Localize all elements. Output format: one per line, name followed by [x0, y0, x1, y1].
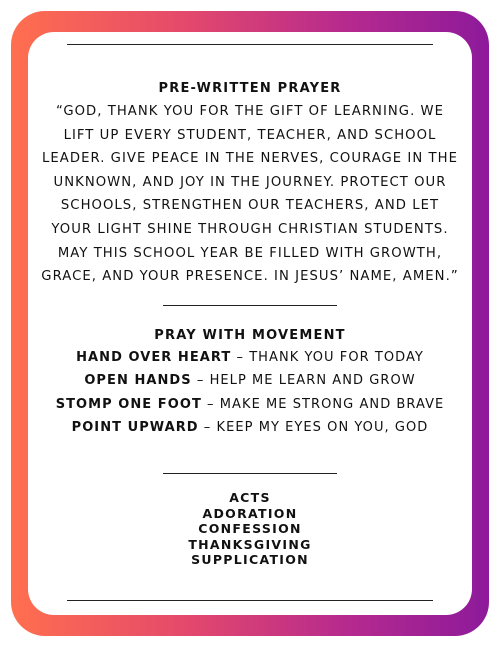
acts-item: THANKSGIVING: [188, 536, 312, 552]
acts-item: CONFESSION: [198, 521, 302, 536]
prayer-line: LEADER. GIVE PEACE IN THE NERVES, COURAGE IN THE: [42, 151, 458, 167]
section-divider: [163, 305, 337, 306]
movement-item: [28, 416, 472, 439]
prayer-line: “GOD, THANK YOU FOR THE GIFT OF LEARNING. WE: [55, 104, 445, 119]
acts-item: ADORATION: [202, 505, 298, 521]
prayer-line: YOUR LIGHT SHINE THROUGH CHRISTIAN STUDENTS.: [51, 221, 449, 237]
section-divider: [163, 473, 337, 474]
movement-list: [28, 346, 472, 439]
movement-item: [28, 346, 472, 369]
acts-item: ACTS: [229, 490, 271, 505]
movement-meaning: – THANK YOU FOR TODAY: [231, 350, 424, 365]
movement-item: [28, 369, 472, 392]
prayer-line: GRACE, AND YOUR PRESENCE. IN JESUS’ NAME, AMEN.”: [41, 269, 459, 285]
movement-action: HAND OVER HEART: [76, 350, 232, 365]
movement-action: STOMP ONE FOOT: [55, 396, 202, 412]
acts-item: SUPPLICATION: [191, 552, 309, 567]
movement-item: [28, 393, 472, 416]
movement-action: OPEN HANDS: [84, 373, 192, 389]
movement-meaning: – HELP ME LEARN AND GROW: [191, 373, 416, 389]
movement-heading: PRAY WITH MOVEMENT: [154, 328, 346, 343]
prayer-line: SCHOOLS, STRENGTHEN OUR TEACHERS, AND LET: [60, 198, 440, 214]
prayer-heading: PRE-WRITTEN PRAYER: [158, 81, 342, 96]
prayer-line: UNKNOWN, AND JOY IN THE JOURNEY. PROTECT OUR: [53, 174, 447, 190]
movement-meaning: – MAKE ME STRONG AND BRAVE: [201, 396, 445, 412]
bottom-divider: [67, 600, 433, 601]
prayer-text: [28, 100, 472, 289]
movement-meaning: – KEEP MY EYES ON YOU, GOD: [198, 419, 429, 435]
prayer-line: MAY THIS SCHOOL YEAR BE FILLED WITH GROWTH,: [57, 245, 443, 261]
top-divider: [67, 44, 433, 45]
prayer-line: LIFT UP EVERY STUDENT, TEACHER, AND SCHOOL: [63, 127, 437, 143]
movement-action: POINT UPWARD: [71, 419, 199, 435]
prayer-card: [28, 32, 472, 615]
acts-list: [28, 490, 472, 568]
